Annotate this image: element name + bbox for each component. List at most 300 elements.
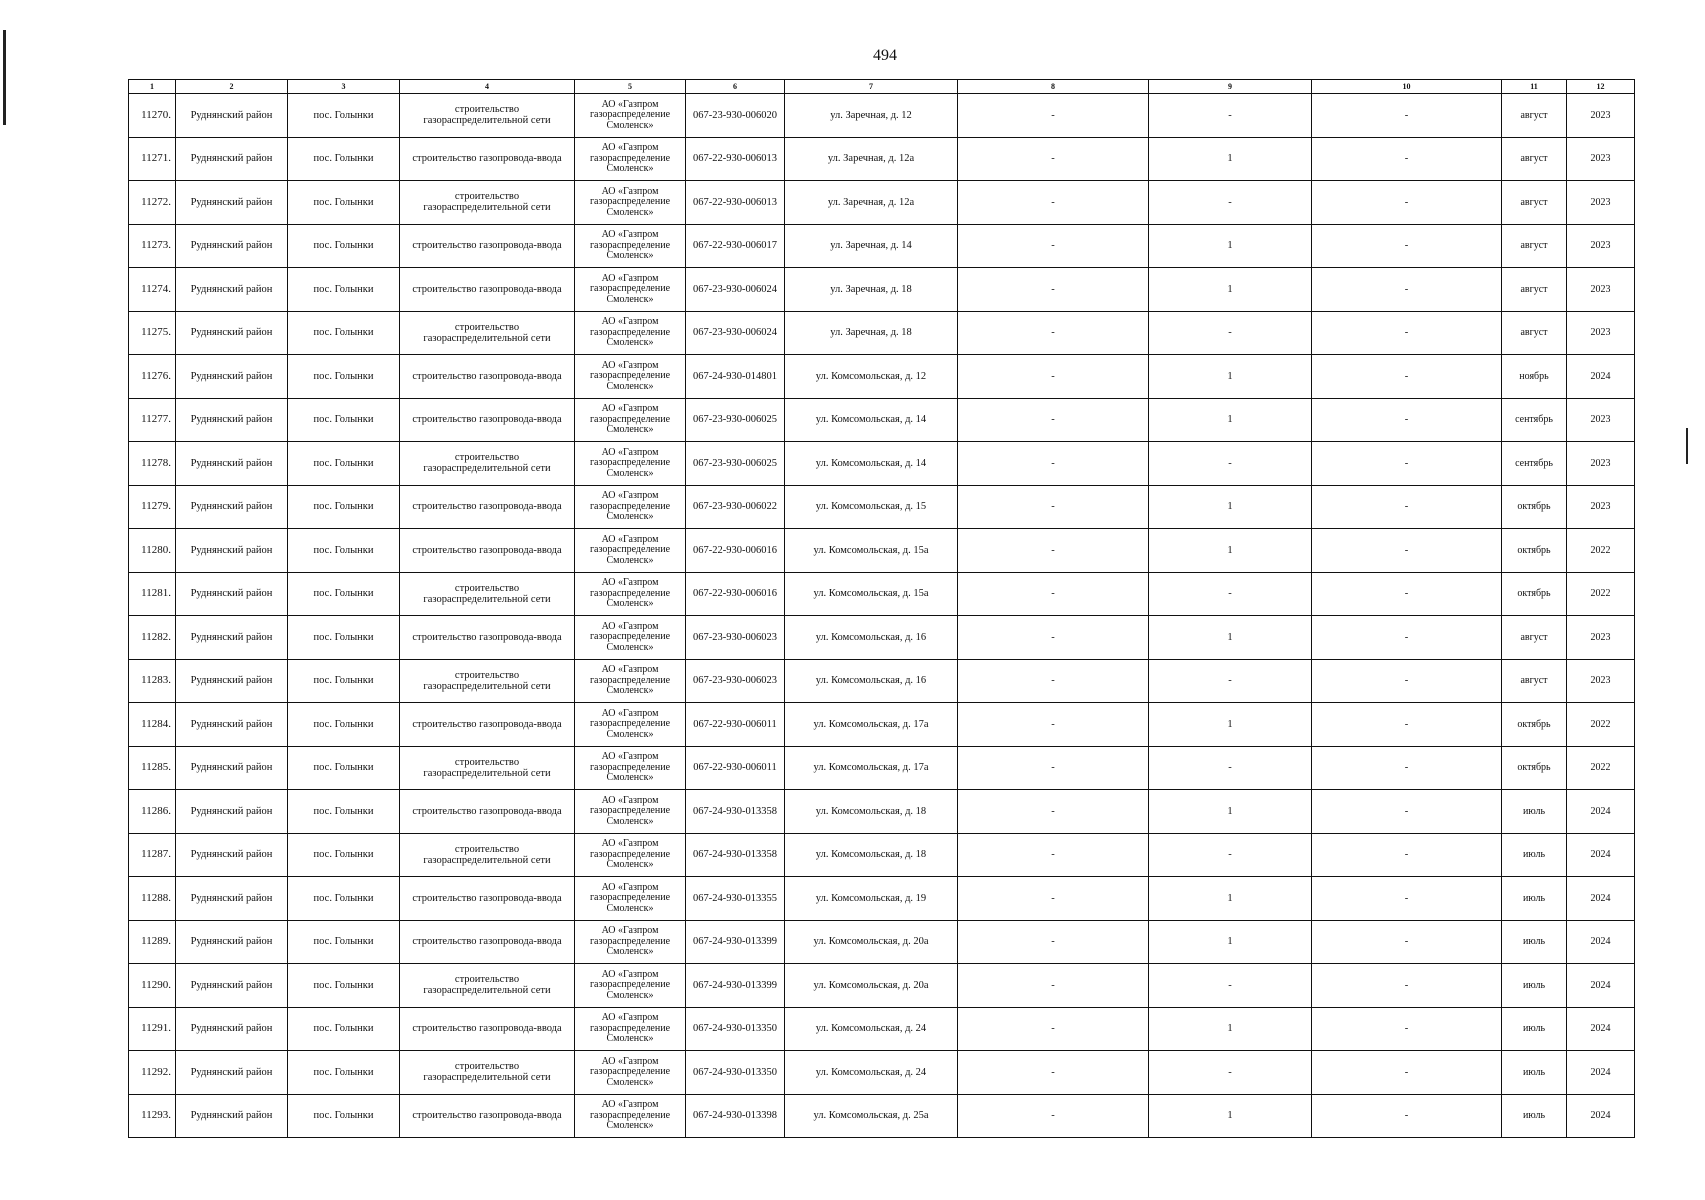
table-row bbox=[129, 877, 1635, 921]
organization-cell: АО «Газпром газораспределение Смоленск» bbox=[575, 746, 686, 790]
district-cell: Руднянский район bbox=[176, 1051, 288, 1095]
row-number: 11274. bbox=[129, 268, 176, 312]
column-8-cell: - bbox=[958, 572, 1149, 616]
settlement-cell: пос. Голынки bbox=[288, 746, 400, 790]
district-cell: Руднянский район bbox=[176, 442, 288, 486]
settlement-cell: пос. Голынки bbox=[288, 1051, 400, 1095]
settlement-cell: пос. Голынки bbox=[288, 398, 400, 442]
column-8-cell: - bbox=[958, 485, 1149, 529]
row-number: 11276. bbox=[129, 355, 176, 399]
column-header: 2 bbox=[176, 80, 288, 94]
address-cell: ул. Заречная, д. 12а bbox=[785, 137, 958, 181]
organization-cell: АО «Газпром газораспределение Смоленск» bbox=[575, 268, 686, 312]
object-code-cell: 067-22-930-006011 bbox=[686, 703, 785, 747]
month-cell: сентябрь bbox=[1502, 442, 1567, 486]
header-row bbox=[129, 80, 1635, 94]
object-code-cell: 067-22-930-006017 bbox=[686, 224, 785, 268]
column-10-cell: - bbox=[1312, 746, 1502, 790]
settlement-cell: пос. Голынки bbox=[288, 311, 400, 355]
column-9-cell: 1 bbox=[1149, 920, 1312, 964]
object-code-cell: 067-24-930-013355 bbox=[686, 877, 785, 921]
table-row bbox=[129, 485, 1635, 529]
column-10-cell: - bbox=[1312, 659, 1502, 703]
table-row bbox=[129, 355, 1635, 399]
address-cell: ул. Комсомольская, д. 24 bbox=[785, 1051, 958, 1095]
district-cell: Руднянский район bbox=[176, 181, 288, 225]
column-9-cell: 1 bbox=[1149, 529, 1312, 573]
table-row bbox=[129, 94, 1635, 138]
year-cell: 2023 bbox=[1567, 659, 1635, 703]
column-10-cell: - bbox=[1312, 181, 1502, 225]
address-cell: ул. Комсомольская, д. 15а bbox=[785, 572, 958, 616]
column-10-cell: - bbox=[1312, 442, 1502, 486]
row-number: 11282. bbox=[129, 616, 176, 660]
settlement-cell: пос. Голынки bbox=[288, 1007, 400, 1051]
row-number: 11271. bbox=[129, 137, 176, 181]
settlement-cell: пос. Голынки bbox=[288, 616, 400, 660]
settlement-cell: пос. Голынки bbox=[288, 1094, 400, 1138]
settlement-cell: пос. Голынки bbox=[288, 703, 400, 747]
organization-cell: АО «Газпром газораспределение Смоленск» bbox=[575, 790, 686, 834]
address-cell: ул. Комсомольская, д. 14 bbox=[785, 442, 958, 486]
column-8-cell: - bbox=[958, 659, 1149, 703]
table-row bbox=[129, 137, 1635, 181]
settlement-cell: пос. Голынки bbox=[288, 181, 400, 225]
work-type-cell: строительство газопровода-ввода bbox=[400, 1094, 575, 1138]
row-number: 11290. bbox=[129, 964, 176, 1008]
column-header: 4 bbox=[400, 80, 575, 94]
work-type-cell: строительство газопровода-ввода bbox=[400, 268, 575, 312]
table-row bbox=[129, 181, 1635, 225]
column-8-cell: - bbox=[958, 920, 1149, 964]
column-9-cell: - bbox=[1149, 833, 1312, 877]
year-cell: 2023 bbox=[1567, 485, 1635, 529]
year-cell: 2022 bbox=[1567, 746, 1635, 790]
address-cell: ул. Комсомольская, д. 17а bbox=[785, 703, 958, 747]
district-cell: Руднянский район bbox=[176, 1007, 288, 1051]
year-cell: 2022 bbox=[1567, 703, 1635, 747]
organization-cell: АО «Газпром газораспределение Смоленск» bbox=[575, 833, 686, 877]
year-cell: 2022 bbox=[1567, 572, 1635, 616]
district-cell: Руднянский район bbox=[176, 355, 288, 399]
row-number: 11273. bbox=[129, 224, 176, 268]
work-type-cell: строительство газопровода-ввода bbox=[400, 529, 575, 573]
column-header: 12 bbox=[1567, 80, 1635, 94]
district-cell: Руднянский район bbox=[176, 877, 288, 921]
table-row bbox=[129, 224, 1635, 268]
column-header: 3 bbox=[288, 80, 400, 94]
month-cell: август bbox=[1502, 181, 1567, 225]
year-cell: 2023 bbox=[1567, 137, 1635, 181]
settlement-cell: пос. Голынки bbox=[288, 659, 400, 703]
column-9-cell: - bbox=[1149, 964, 1312, 1008]
row-number: 11272. bbox=[129, 181, 176, 225]
object-code-cell: 067-23-930-006025 bbox=[686, 442, 785, 486]
organization-cell: АО «Газпром газораспределение Смоленск» bbox=[575, 1094, 686, 1138]
organization-cell: АО «Газпром газораспределение Смоленск» bbox=[575, 616, 686, 660]
settlement-cell: пос. Голынки bbox=[288, 572, 400, 616]
work-type-cell: строительство газораспределительной сети bbox=[400, 659, 575, 703]
column-9-cell: - bbox=[1149, 442, 1312, 486]
settlement-cell: пос. Голынки bbox=[288, 485, 400, 529]
column-header: 1 bbox=[129, 80, 176, 94]
work-type-cell: строительство газораспределительной сети bbox=[400, 181, 575, 225]
column-10-cell: - bbox=[1312, 268, 1502, 312]
row-number: 11279. bbox=[129, 485, 176, 529]
column-8-cell: - bbox=[958, 137, 1149, 181]
year-cell: 2023 bbox=[1567, 268, 1635, 312]
object-code-cell: 067-23-930-006024 bbox=[686, 268, 785, 312]
district-cell: Руднянский район bbox=[176, 1094, 288, 1138]
scan-edge-mark bbox=[3, 30, 6, 125]
address-cell: ул. Комсомольская, д. 20а bbox=[785, 964, 958, 1008]
work-type-cell: строительство газораспределительной сети bbox=[400, 442, 575, 486]
column-header: 10 bbox=[1312, 80, 1502, 94]
district-cell: Руднянский район bbox=[176, 137, 288, 181]
object-code-cell: 067-22-930-006016 bbox=[686, 572, 785, 616]
column-8-cell: - bbox=[958, 355, 1149, 399]
work-type-cell: строительство газопровода-ввода bbox=[400, 485, 575, 529]
year-cell: 2024 bbox=[1567, 877, 1635, 921]
organization-cell: АО «Газпром газораспределение Смоленск» bbox=[575, 398, 686, 442]
object-code-cell: 067-24-930-013399 bbox=[686, 920, 785, 964]
work-type-cell: строительство газораспределительной сети bbox=[400, 94, 575, 138]
work-type-cell: строительство газопровода-ввода bbox=[400, 790, 575, 834]
month-cell: июль bbox=[1502, 1051, 1567, 1095]
column-10-cell: - bbox=[1312, 616, 1502, 660]
month-cell: октябрь bbox=[1502, 485, 1567, 529]
settlement-cell: пос. Голынки bbox=[288, 920, 400, 964]
table-row bbox=[129, 311, 1635, 355]
address-cell: ул. Заречная, д. 14 bbox=[785, 224, 958, 268]
column-9-cell: 1 bbox=[1149, 790, 1312, 834]
month-cell: октябрь bbox=[1502, 529, 1567, 573]
district-cell: Руднянский район bbox=[176, 94, 288, 138]
month-cell: сентябрь bbox=[1502, 398, 1567, 442]
work-type-cell: строительство газораспределительной сети bbox=[400, 964, 575, 1008]
column-10-cell: - bbox=[1312, 1007, 1502, 1051]
year-cell: 2023 bbox=[1567, 94, 1635, 138]
column-header: 5 bbox=[575, 80, 686, 94]
organization-cell: АО «Газпром газораспределение Смоленск» bbox=[575, 964, 686, 1008]
address-cell: ул. Комсомольская, д. 20а bbox=[785, 920, 958, 964]
table-row bbox=[129, 659, 1635, 703]
settlement-cell: пос. Голынки bbox=[288, 790, 400, 834]
month-cell: август bbox=[1502, 659, 1567, 703]
column-9-cell: 1 bbox=[1149, 398, 1312, 442]
column-8-cell: - bbox=[958, 181, 1149, 225]
work-type-cell: строительство газораспределительной сети bbox=[400, 746, 575, 790]
table-row bbox=[129, 268, 1635, 312]
object-code-cell: 067-22-930-006013 bbox=[686, 181, 785, 225]
year-cell: 2024 bbox=[1567, 833, 1635, 877]
object-code-cell: 067-23-930-006023 bbox=[686, 659, 785, 703]
object-code-cell: 067-22-930-006011 bbox=[686, 746, 785, 790]
month-cell: октябрь bbox=[1502, 572, 1567, 616]
address-cell: ул. Комсомольская, д. 18 bbox=[785, 833, 958, 877]
year-cell: 2023 bbox=[1567, 224, 1635, 268]
organization-cell: АО «Газпром газораспределение Смоленск» bbox=[575, 1007, 686, 1051]
address-cell: ул. Комсомольская, д. 19 bbox=[785, 877, 958, 921]
settlement-cell: пос. Голынки bbox=[288, 355, 400, 399]
column-8-cell: - bbox=[958, 1051, 1149, 1095]
address-cell: ул. Заречная, д. 18 bbox=[785, 311, 958, 355]
object-code-cell: 067-23-930-006024 bbox=[686, 311, 785, 355]
row-number: 11292. bbox=[129, 1051, 176, 1095]
column-10-cell: - bbox=[1312, 94, 1502, 138]
column-10-cell: - bbox=[1312, 529, 1502, 573]
column-9-cell: 1 bbox=[1149, 224, 1312, 268]
table-row bbox=[129, 833, 1635, 877]
column-9-cell: 1 bbox=[1149, 268, 1312, 312]
address-cell: ул. Комсомольская, д. 12 bbox=[785, 355, 958, 399]
column-10-cell: - bbox=[1312, 485, 1502, 529]
month-cell: август bbox=[1502, 311, 1567, 355]
table-row bbox=[129, 442, 1635, 486]
column-10-cell: - bbox=[1312, 877, 1502, 921]
year-cell: 2023 bbox=[1567, 398, 1635, 442]
organization-cell: АО «Газпром газораспределение Смоленск» bbox=[575, 94, 686, 138]
column-10-cell: - bbox=[1312, 355, 1502, 399]
column-10-cell: - bbox=[1312, 920, 1502, 964]
district-cell: Руднянский район bbox=[176, 311, 288, 355]
address-cell: ул. Заречная, д. 12а bbox=[785, 181, 958, 225]
row-number: 11280. bbox=[129, 529, 176, 573]
column-9-cell: - bbox=[1149, 1051, 1312, 1095]
district-cell: Руднянский район bbox=[176, 659, 288, 703]
month-cell: июль bbox=[1502, 1094, 1567, 1138]
column-8-cell: - bbox=[958, 616, 1149, 660]
object-code-cell: 067-22-930-006016 bbox=[686, 529, 785, 573]
register-table-container bbox=[128, 79, 1635, 1138]
table-row bbox=[129, 398, 1635, 442]
work-type-cell: строительство газопровода-ввода bbox=[400, 224, 575, 268]
row-number: 11291. bbox=[129, 1007, 176, 1051]
column-9-cell: - bbox=[1149, 746, 1312, 790]
work-type-cell: строительство газораспределительной сети bbox=[400, 572, 575, 616]
organization-cell: АО «Газпром газораспределение Смоленск» bbox=[575, 1051, 686, 1095]
month-cell: октябрь bbox=[1502, 746, 1567, 790]
settlement-cell: пос. Голынки bbox=[288, 268, 400, 312]
address-cell: ул. Комсомольская, д. 15 bbox=[785, 485, 958, 529]
address-cell: ул. Заречная, д. 18 bbox=[785, 268, 958, 312]
address-cell: ул. Комсомольская, д. 16 bbox=[785, 616, 958, 660]
work-type-cell: строительство газопровода-ввода bbox=[400, 616, 575, 660]
settlement-cell: пос. Голынки bbox=[288, 529, 400, 573]
table-row bbox=[129, 1051, 1635, 1095]
district-cell: Руднянский район bbox=[176, 833, 288, 877]
settlement-cell: пос. Голынки bbox=[288, 833, 400, 877]
column-10-cell: - bbox=[1312, 1094, 1502, 1138]
table-row bbox=[129, 920, 1635, 964]
table-row bbox=[129, 964, 1635, 1008]
register-table bbox=[128, 79, 1635, 1138]
work-type-cell: строительство газопровода-ввода bbox=[400, 137, 575, 181]
month-cell: ноябрь bbox=[1502, 355, 1567, 399]
object-code-cell: 067-24-930-013350 bbox=[686, 1051, 785, 1095]
district-cell: Руднянский район bbox=[176, 398, 288, 442]
row-number: 11284. bbox=[129, 703, 176, 747]
row-number: 11278. bbox=[129, 442, 176, 486]
organization-cell: АО «Газпром газораспределение Смоленск» bbox=[575, 920, 686, 964]
organization-cell: АО «Газпром газораспределение Смоленск» bbox=[575, 703, 686, 747]
object-code-cell: 067-24-930-014801 bbox=[686, 355, 785, 399]
column-header: 6 bbox=[686, 80, 785, 94]
column-9-cell: - bbox=[1149, 311, 1312, 355]
column-8-cell: - bbox=[958, 790, 1149, 834]
column-9-cell: 1 bbox=[1149, 616, 1312, 660]
table-body bbox=[129, 94, 1635, 1138]
year-cell: 2024 bbox=[1567, 355, 1635, 399]
object-code-cell: 067-24-930-013399 bbox=[686, 964, 785, 1008]
column-8-cell: - bbox=[958, 1094, 1149, 1138]
table-row bbox=[129, 703, 1635, 747]
month-cell: август bbox=[1502, 268, 1567, 312]
month-cell: июль bbox=[1502, 920, 1567, 964]
object-code-cell: 067-23-930-006025 bbox=[686, 398, 785, 442]
month-cell: июль bbox=[1502, 833, 1567, 877]
work-type-cell: строительство газораспределительной сети bbox=[400, 311, 575, 355]
month-cell: август bbox=[1502, 224, 1567, 268]
settlement-cell: пос. Голынки bbox=[288, 877, 400, 921]
month-cell: август bbox=[1502, 137, 1567, 181]
row-number: 11285. bbox=[129, 746, 176, 790]
row-number: 11287. bbox=[129, 833, 176, 877]
column-9-cell: - bbox=[1149, 659, 1312, 703]
column-9-cell: 1 bbox=[1149, 703, 1312, 747]
column-10-cell: - bbox=[1312, 833, 1502, 877]
month-cell: август bbox=[1502, 616, 1567, 660]
column-9-cell: 1 bbox=[1149, 1094, 1312, 1138]
settlement-cell: пос. Голынки bbox=[288, 964, 400, 1008]
table-row bbox=[129, 746, 1635, 790]
district-cell: Руднянский район bbox=[176, 485, 288, 529]
column-8-cell: - bbox=[958, 94, 1149, 138]
column-10-cell: - bbox=[1312, 572, 1502, 616]
month-cell: июль bbox=[1502, 1007, 1567, 1051]
column-8-cell: - bbox=[958, 224, 1149, 268]
year-cell: 2022 bbox=[1567, 529, 1635, 573]
table-row bbox=[129, 572, 1635, 616]
column-9-cell: 1 bbox=[1149, 485, 1312, 529]
year-cell: 2024 bbox=[1567, 920, 1635, 964]
column-header: 8 bbox=[958, 80, 1149, 94]
row-number: 11289. bbox=[129, 920, 176, 964]
address-cell: ул. Комсомольская, д. 14 bbox=[785, 398, 958, 442]
table-row bbox=[129, 1007, 1635, 1051]
district-cell: Руднянский район bbox=[176, 920, 288, 964]
scan-edge-mark bbox=[1686, 428, 1688, 464]
object-code-cell: 067-23-930-006020 bbox=[686, 94, 785, 138]
column-10-cell: - bbox=[1312, 964, 1502, 1008]
table-row bbox=[129, 790, 1635, 834]
column-9-cell: - bbox=[1149, 181, 1312, 225]
row-number: 11286. bbox=[129, 790, 176, 834]
district-cell: Руднянский район bbox=[176, 572, 288, 616]
organization-cell: АО «Газпром газораспределение Смоленск» bbox=[575, 485, 686, 529]
year-cell: 2024 bbox=[1567, 1007, 1635, 1051]
column-8-cell: - bbox=[958, 529, 1149, 573]
column-10-cell: - bbox=[1312, 311, 1502, 355]
organization-cell: АО «Газпром газораспределение Смоленск» bbox=[575, 442, 686, 486]
column-header: 7 bbox=[785, 80, 958, 94]
column-10-cell: - bbox=[1312, 790, 1502, 834]
row-number: 11270. bbox=[129, 94, 176, 138]
column-8-cell: - bbox=[958, 268, 1149, 312]
organization-cell: АО «Газпром газораспределение Смоленск» bbox=[575, 311, 686, 355]
district-cell: Руднянский район bbox=[176, 224, 288, 268]
column-10-cell: - bbox=[1312, 1051, 1502, 1095]
table-row bbox=[129, 1094, 1635, 1138]
row-number: 11281. bbox=[129, 572, 176, 616]
column-9-cell: 1 bbox=[1149, 1007, 1312, 1051]
row-number: 11288. bbox=[129, 877, 176, 921]
column-8-cell: - bbox=[958, 442, 1149, 486]
row-number: 11277. bbox=[129, 398, 176, 442]
settlement-cell: пос. Голынки bbox=[288, 94, 400, 138]
work-type-cell: строительство газопровода-ввода bbox=[400, 920, 575, 964]
object-code-cell: 067-23-930-006022 bbox=[686, 485, 785, 529]
year-cell: 2023 bbox=[1567, 442, 1635, 486]
address-cell: ул. Комсомольская, д. 18 bbox=[785, 790, 958, 834]
settlement-cell: пос. Голынки bbox=[288, 137, 400, 181]
column-9-cell: - bbox=[1149, 572, 1312, 616]
district-cell: Руднянский район bbox=[176, 790, 288, 834]
year-cell: 2024 bbox=[1567, 790, 1635, 834]
month-cell: август bbox=[1502, 94, 1567, 138]
work-type-cell: строительство газопровода-ввода bbox=[400, 398, 575, 442]
year-cell: 2024 bbox=[1567, 1051, 1635, 1095]
district-cell: Руднянский район bbox=[176, 616, 288, 660]
settlement-cell: пос. Голынки bbox=[288, 442, 400, 486]
column-9-cell: 1 bbox=[1149, 877, 1312, 921]
column-10-cell: - bbox=[1312, 703, 1502, 747]
object-code-cell: 067-24-930-013358 bbox=[686, 790, 785, 834]
address-cell: ул. Комсомольская, д. 16 bbox=[785, 659, 958, 703]
column-8-cell: - bbox=[958, 833, 1149, 877]
settlement-cell: пос. Голынки bbox=[288, 224, 400, 268]
work-type-cell: строительство газораспределительной сети bbox=[400, 1051, 575, 1095]
table-row bbox=[129, 616, 1635, 660]
organization-cell: АО «Газпром газораспределение Смоленск» bbox=[575, 137, 686, 181]
address-cell: ул. Комсомольская, д. 24 bbox=[785, 1007, 958, 1051]
district-cell: Руднянский район bbox=[176, 703, 288, 747]
column-8-cell: - bbox=[958, 703, 1149, 747]
work-type-cell: строительство газопровода-ввода bbox=[400, 355, 575, 399]
organization-cell: АО «Газпром газораспределение Смоленск» bbox=[575, 224, 686, 268]
organization-cell: АО «Газпром газораспределение Смоленск» bbox=[575, 572, 686, 616]
column-9-cell: 1 bbox=[1149, 137, 1312, 181]
column-8-cell: - bbox=[958, 964, 1149, 1008]
address-cell: ул. Заречная, д. 12 bbox=[785, 94, 958, 138]
object-code-cell: 067-24-930-013398 bbox=[686, 1094, 785, 1138]
page-number: 494 bbox=[873, 47, 897, 64]
district-cell: Руднянский район bbox=[176, 964, 288, 1008]
object-code-cell: 067-24-930-013350 bbox=[686, 1007, 785, 1051]
object-code-cell: 067-24-930-013358 bbox=[686, 833, 785, 877]
year-cell: 2023 bbox=[1567, 616, 1635, 660]
column-9-cell: - bbox=[1149, 94, 1312, 138]
address-cell: ул. Комсомольская, д. 15а bbox=[785, 529, 958, 573]
column-8-cell: - bbox=[958, 1007, 1149, 1051]
organization-cell: АО «Газпром газораспределение Смоленск» bbox=[575, 529, 686, 573]
month-cell: июль bbox=[1502, 877, 1567, 921]
column-8-cell: - bbox=[958, 398, 1149, 442]
address-cell: ул. Комсомольская, д. 25а bbox=[785, 1094, 958, 1138]
month-cell: октябрь bbox=[1502, 703, 1567, 747]
row-number: 11283. bbox=[129, 659, 176, 703]
column-8-cell: - bbox=[958, 746, 1149, 790]
